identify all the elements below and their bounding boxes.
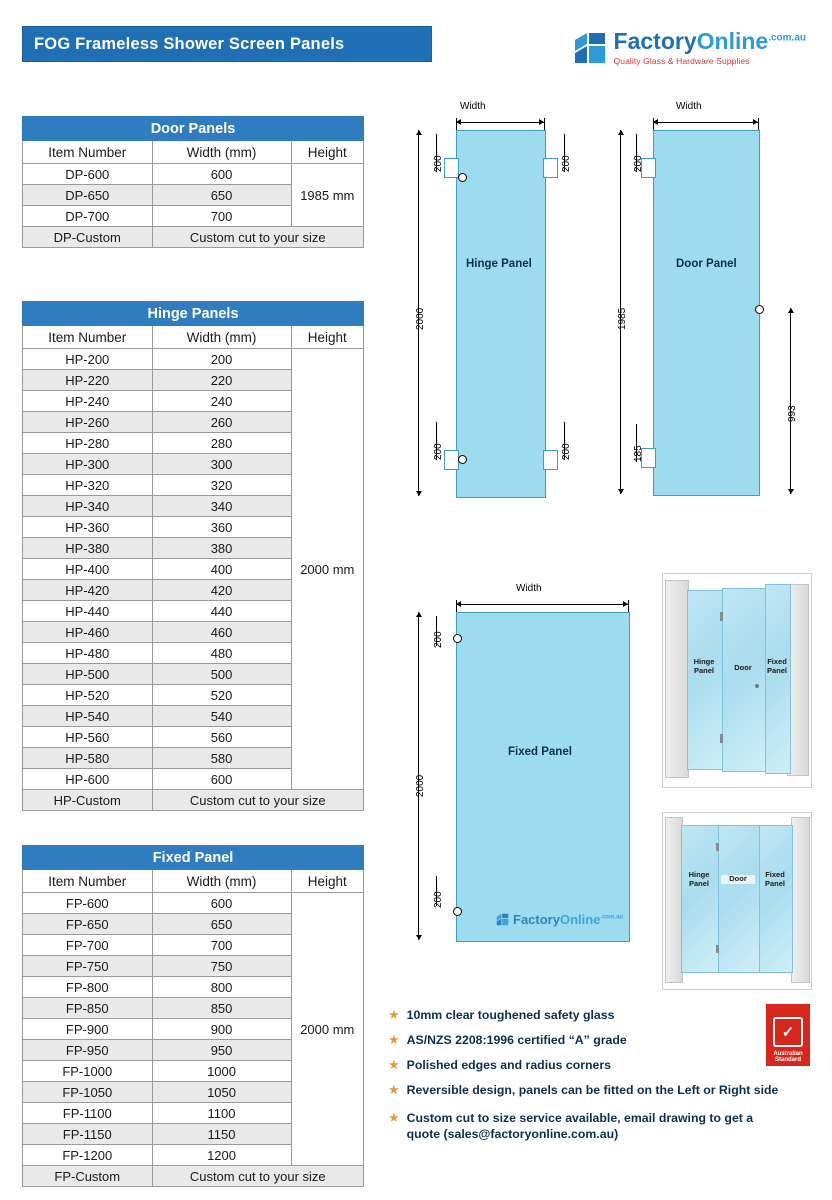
table-title: Door Panels <box>23 117 364 141</box>
page-title: FOG Frameless Shower Screen Panels <box>34 34 345 53</box>
cell-item: HP-600 <box>23 769 153 790</box>
render-tag-door: Door <box>734 663 752 672</box>
render-tag-door: Door <box>721 875 755 884</box>
door-handle-height-value: 993 <box>787 405 798 422</box>
cell-item: FP-1150 <box>23 1124 153 1145</box>
render-hinge-panel <box>687 590 723 770</box>
cell-width: 200 <box>152 349 291 370</box>
fixed-panel-name: Fixed Panel <box>508 746 572 758</box>
fixed-bottom-dim: 200 <box>433 891 444 908</box>
fixed-panel-watermark <box>496 912 623 927</box>
cell-width: 650 <box>152 185 291 206</box>
dim-arrow-icon <box>416 130 422 135</box>
cell-item: FP-650 <box>23 914 153 935</box>
render-hinge-hardware-bottom <box>720 734 723 743</box>
door-handle-dimline <box>790 308 791 494</box>
cell-width: 580 <box>152 748 291 769</box>
dim-arrow-icon <box>618 130 624 135</box>
cell-width: 1100 <box>152 1103 291 1124</box>
table-header-row <box>23 846 364 870</box>
feature-text: 10mm clear toughened safety glass <box>406 1008 615 1022</box>
cell-item: HP-340 <box>23 496 153 517</box>
cell-width: 280 <box>152 433 291 454</box>
feature-item <box>388 1058 788 1074</box>
feature-text: AS/NZS 2208:1996 certified “A” grade <box>406 1032 627 1047</box>
cell-item: HP-300 <box>23 454 153 475</box>
cell-item: HP-200 <box>23 349 153 370</box>
hinge-panel-name: Hinge Panel <box>466 258 532 270</box>
cell-item: FP-1000 <box>23 1061 153 1082</box>
cell-item: HP-420 <box>23 580 153 601</box>
cell-item: FP-850 <box>23 998 153 1019</box>
shower-render-corner <box>662 573 812 788</box>
fixed-width-dimline <box>456 604 628 605</box>
logo-name-part1: Factory <box>613 28 697 54</box>
hinge-top-left-dim: 200 <box>433 155 444 172</box>
feature-text: Custom cut to size service available, email drawing to get a quote (sales@factoryonline.com.au) <box>406 1110 754 1141</box>
render-hinge-hardware-top <box>716 843 719 851</box>
cell-width: 600 <box>152 769 291 790</box>
table-column-row <box>23 326 364 349</box>
column-height: Height <box>291 141 363 164</box>
certification-badge <box>766 1004 810 1066</box>
render-wall-left <box>665 580 689 778</box>
cell-item: HP-560 <box>23 727 153 748</box>
hinge-width-dimline <box>456 122 544 123</box>
feature-item <box>388 1033 788 1049</box>
watermark-text <box>513 912 623 927</box>
fixed-panel-glass <box>456 612 630 942</box>
door-top-left-dim: 200 <box>633 155 644 172</box>
table-header-row <box>23 117 364 141</box>
cell-item: HP-540 <box>23 706 153 727</box>
cell-width: 950 <box>152 1040 291 1061</box>
cell-width: 560 <box>152 727 291 748</box>
render-door-knob <box>755 684 759 688</box>
cell-width: 600 <box>152 164 291 185</box>
cell-item: HP-580 <box>23 748 153 769</box>
dim-arrow-icon <box>788 489 794 494</box>
star-icon: ★ <box>388 1007 400 1022</box>
features-list <box>388 1008 788 1152</box>
dim-arrow-icon <box>788 308 794 313</box>
page-title-banner <box>22 26 432 62</box>
cell-item: HP-260 <box>23 412 153 433</box>
hinge-panel-drawing <box>398 100 578 510</box>
table-title: Hinge Panels <box>23 302 364 326</box>
cell-width: 480 <box>152 643 291 664</box>
hinge-bottom-right-dim: 200 <box>561 443 572 460</box>
hinge-bottom-left-dim: 200 <box>433 443 444 460</box>
cell-width: 1050 <box>152 1082 291 1103</box>
cell-item: HP-380 <box>23 538 153 559</box>
hinge-hole-bottom <box>458 455 467 464</box>
door-panel-name: Door Panel <box>676 258 737 270</box>
cell-item: HP-240 <box>23 391 153 412</box>
hinge-cutout-top-right <box>543 158 558 178</box>
cell-width: 800 <box>152 977 291 998</box>
star-icon: ★ <box>388 1056 400 1072</box>
cell-item: FP-1100 <box>23 1103 153 1124</box>
feature-item <box>388 1008 788 1024</box>
cell-custom-note: Custom cut to your size <box>152 227 364 248</box>
cell-width: 700 <box>152 935 291 956</box>
cell-width: 1200 <box>152 1145 291 1166</box>
table-row-custom <box>23 790 364 811</box>
render-tag-fixed: Fixed Panel <box>766 657 787 675</box>
cell-width: 540 <box>152 706 291 727</box>
render-hinge-hardware-bottom <box>716 945 719 953</box>
cell-width: 440 <box>152 601 291 622</box>
watermark-part1: Factory <box>513 912 560 927</box>
badge-line3: Standard <box>774 1057 801 1063</box>
cell-item: DP-700 <box>23 206 153 227</box>
cell-item: DP-Custom <box>23 227 153 248</box>
fixed-panel-drawing <box>398 582 658 962</box>
cell-item: HP-440 <box>23 601 153 622</box>
cell-width: 700 <box>152 206 291 227</box>
cell-item: FP-Custom <box>23 1166 153 1187</box>
dim-arrow-icon <box>416 491 422 496</box>
render-door-panel <box>718 825 760 973</box>
table-header-row <box>23 302 364 326</box>
cell-width: 600 <box>152 893 291 914</box>
hinge-cutout-top-left <box>444 158 459 178</box>
cell-width: 400 <box>152 559 291 580</box>
fixed-hole-bottom <box>453 907 462 916</box>
cell-item: HP-Custom <box>23 790 153 811</box>
table-row-custom <box>23 1166 364 1187</box>
cell-width: 360 <box>152 517 291 538</box>
feature-item <box>388 1083 788 1099</box>
cell-item: FP-1200 <box>23 1145 153 1166</box>
hinge-panel-glass <box>456 130 546 498</box>
fixed-top-dim: 200 <box>433 631 444 648</box>
hinge-cutout-bottom-left <box>444 450 459 470</box>
cell-width: 420 <box>152 580 291 601</box>
badge-line2: Australian <box>773 1051 803 1057</box>
table-row <box>23 164 364 185</box>
render-tag-hinge: Hinge Panel <box>693 657 715 675</box>
door-width-dimline <box>653 122 758 123</box>
cell-item: HP-460 <box>23 622 153 643</box>
logo-mark-icon <box>573 31 607 65</box>
cell-width: 750 <box>152 956 291 977</box>
column-height: Height <box>291 326 363 349</box>
table-title: Fixed Panel <box>23 846 364 870</box>
cell-custom-note: Custom cut to your size <box>152 790 364 811</box>
cell-item: FP-900 <box>23 1019 153 1040</box>
check-icon: ✓ <box>773 1017 803 1047</box>
fixed-hole-top <box>453 634 462 643</box>
cell-item: HP-280 <box>23 433 153 454</box>
star-icon: ★ <box>388 1109 400 1125</box>
render-hinge-panel <box>681 825 719 973</box>
render-fixed-panel <box>759 825 793 973</box>
door-panel-drawing <box>598 100 813 510</box>
table-row <box>23 349 364 370</box>
star-icon: ★ <box>388 1081 400 1097</box>
column-item-number: Item Number <box>23 141 153 164</box>
cell-width: 240 <box>152 391 291 412</box>
cell-item: FP-950 <box>23 1040 153 1061</box>
door-handle-hole <box>755 305 764 314</box>
company-logo <box>516 22 806 74</box>
cell-item: HP-360 <box>23 517 153 538</box>
cell-item: HP-320 <box>23 475 153 496</box>
door-panels-table <box>22 116 364 248</box>
dim-arrow-icon <box>416 935 422 940</box>
dim-arrow-icon <box>618 489 624 494</box>
cell-item: HP-500 <box>23 664 153 685</box>
watermark-part2: Online <box>559 912 601 927</box>
star-icon: ★ <box>388 1031 400 1047</box>
logo-name <box>614 30 806 53</box>
watermark-logo-icon <box>496 913 509 926</box>
cell-width: 260 <box>152 412 291 433</box>
logo-domain: .com.au <box>768 32 806 44</box>
cell-height: 1985 mm <box>291 164 363 227</box>
logo-name-part2: Online <box>696 28 769 54</box>
cell-item: FP-750 <box>23 956 153 977</box>
door-width-label: Width <box>676 101 702 112</box>
table-row-custom <box>23 227 364 248</box>
feature-text: Reversible design, panels can be fitted on the Left or Right side <box>406 1082 779 1097</box>
hinge-hole-top <box>458 173 467 182</box>
cell-width: 520 <box>152 685 291 706</box>
cell-height: 2000 mm <box>291 349 363 790</box>
render-hinge-hardware-top <box>720 612 723 621</box>
cell-item: HP-220 <box>23 370 153 391</box>
cell-width: 340 <box>152 496 291 517</box>
cell-height: 2000 mm <box>291 893 363 1166</box>
hinge-width-label: Width <box>460 101 486 112</box>
cell-width: 500 <box>152 664 291 685</box>
shower-render-inline <box>662 812 812 990</box>
cell-item: DP-650 <box>23 185 153 206</box>
render-wall-right <box>791 817 810 983</box>
feature-text: Polished edges and radius corners <box>406 1057 611 1072</box>
fixed-height-value: 2000 <box>415 774 426 797</box>
watermark-domain: .com.au <box>600 914 624 921</box>
cell-item: HP-480 <box>23 643 153 664</box>
feature-item <box>388 1111 788 1143</box>
cell-item: HP-520 <box>23 685 153 706</box>
cell-width: 380 <box>152 538 291 559</box>
cell-item: FP-700 <box>23 935 153 956</box>
door-panel-glass <box>653 130 760 496</box>
cell-width: 220 <box>152 370 291 391</box>
cell-custom-note: Custom cut to your size <box>152 1166 364 1187</box>
cell-width: 1150 <box>152 1124 291 1145</box>
table-column-row <box>23 141 364 164</box>
cell-item: FP-1050 <box>23 1082 153 1103</box>
render-tag-hinge: Hinge Panel <box>688 870 710 888</box>
cell-item: HP-400 <box>23 559 153 580</box>
door-height-value: 1985 <box>617 307 628 330</box>
column-item-number: Item Number <box>23 870 153 893</box>
hinge-top-right-dim: 200 <box>561 155 572 172</box>
column-item-number: Item Number <box>23 326 153 349</box>
column-width: Width (mm) <box>152 870 291 893</box>
cell-item: DP-600 <box>23 164 153 185</box>
door-bottom-left-dim: 185 <box>633 445 644 462</box>
cell-width: 650 <box>152 914 291 935</box>
logo-tagline: Quality Glass & Hardware Supplies <box>613 56 750 66</box>
hinge-height-value: 2000 <box>415 307 426 330</box>
render-door-panel <box>722 588 766 772</box>
cell-width: 900 <box>152 1019 291 1040</box>
table-row <box>23 893 364 914</box>
hinge-cutout-bottom-right <box>543 450 558 470</box>
fixed-width-label: Width <box>516 583 542 594</box>
column-width: Width (mm) <box>152 326 291 349</box>
hinge-panels-table <box>22 301 364 811</box>
render-tag-fixed: Fixed Panel <box>764 870 785 888</box>
cell-width: 1000 <box>152 1061 291 1082</box>
render-fixed-panel <box>765 584 791 774</box>
cell-width: 300 <box>152 454 291 475</box>
cell-item: FP-800 <box>23 977 153 998</box>
cell-width: 320 <box>152 475 291 496</box>
cell-width: 850 <box>152 998 291 1019</box>
column-width: Width (mm) <box>152 141 291 164</box>
fixed-panel-table <box>22 845 364 1187</box>
column-height: Height <box>291 870 363 893</box>
logo-wordmark <box>614 30 806 66</box>
cell-width: 460 <box>152 622 291 643</box>
dim-arrow-icon <box>416 612 422 617</box>
cell-item: FP-600 <box>23 893 153 914</box>
table-column-row <box>23 870 364 893</box>
